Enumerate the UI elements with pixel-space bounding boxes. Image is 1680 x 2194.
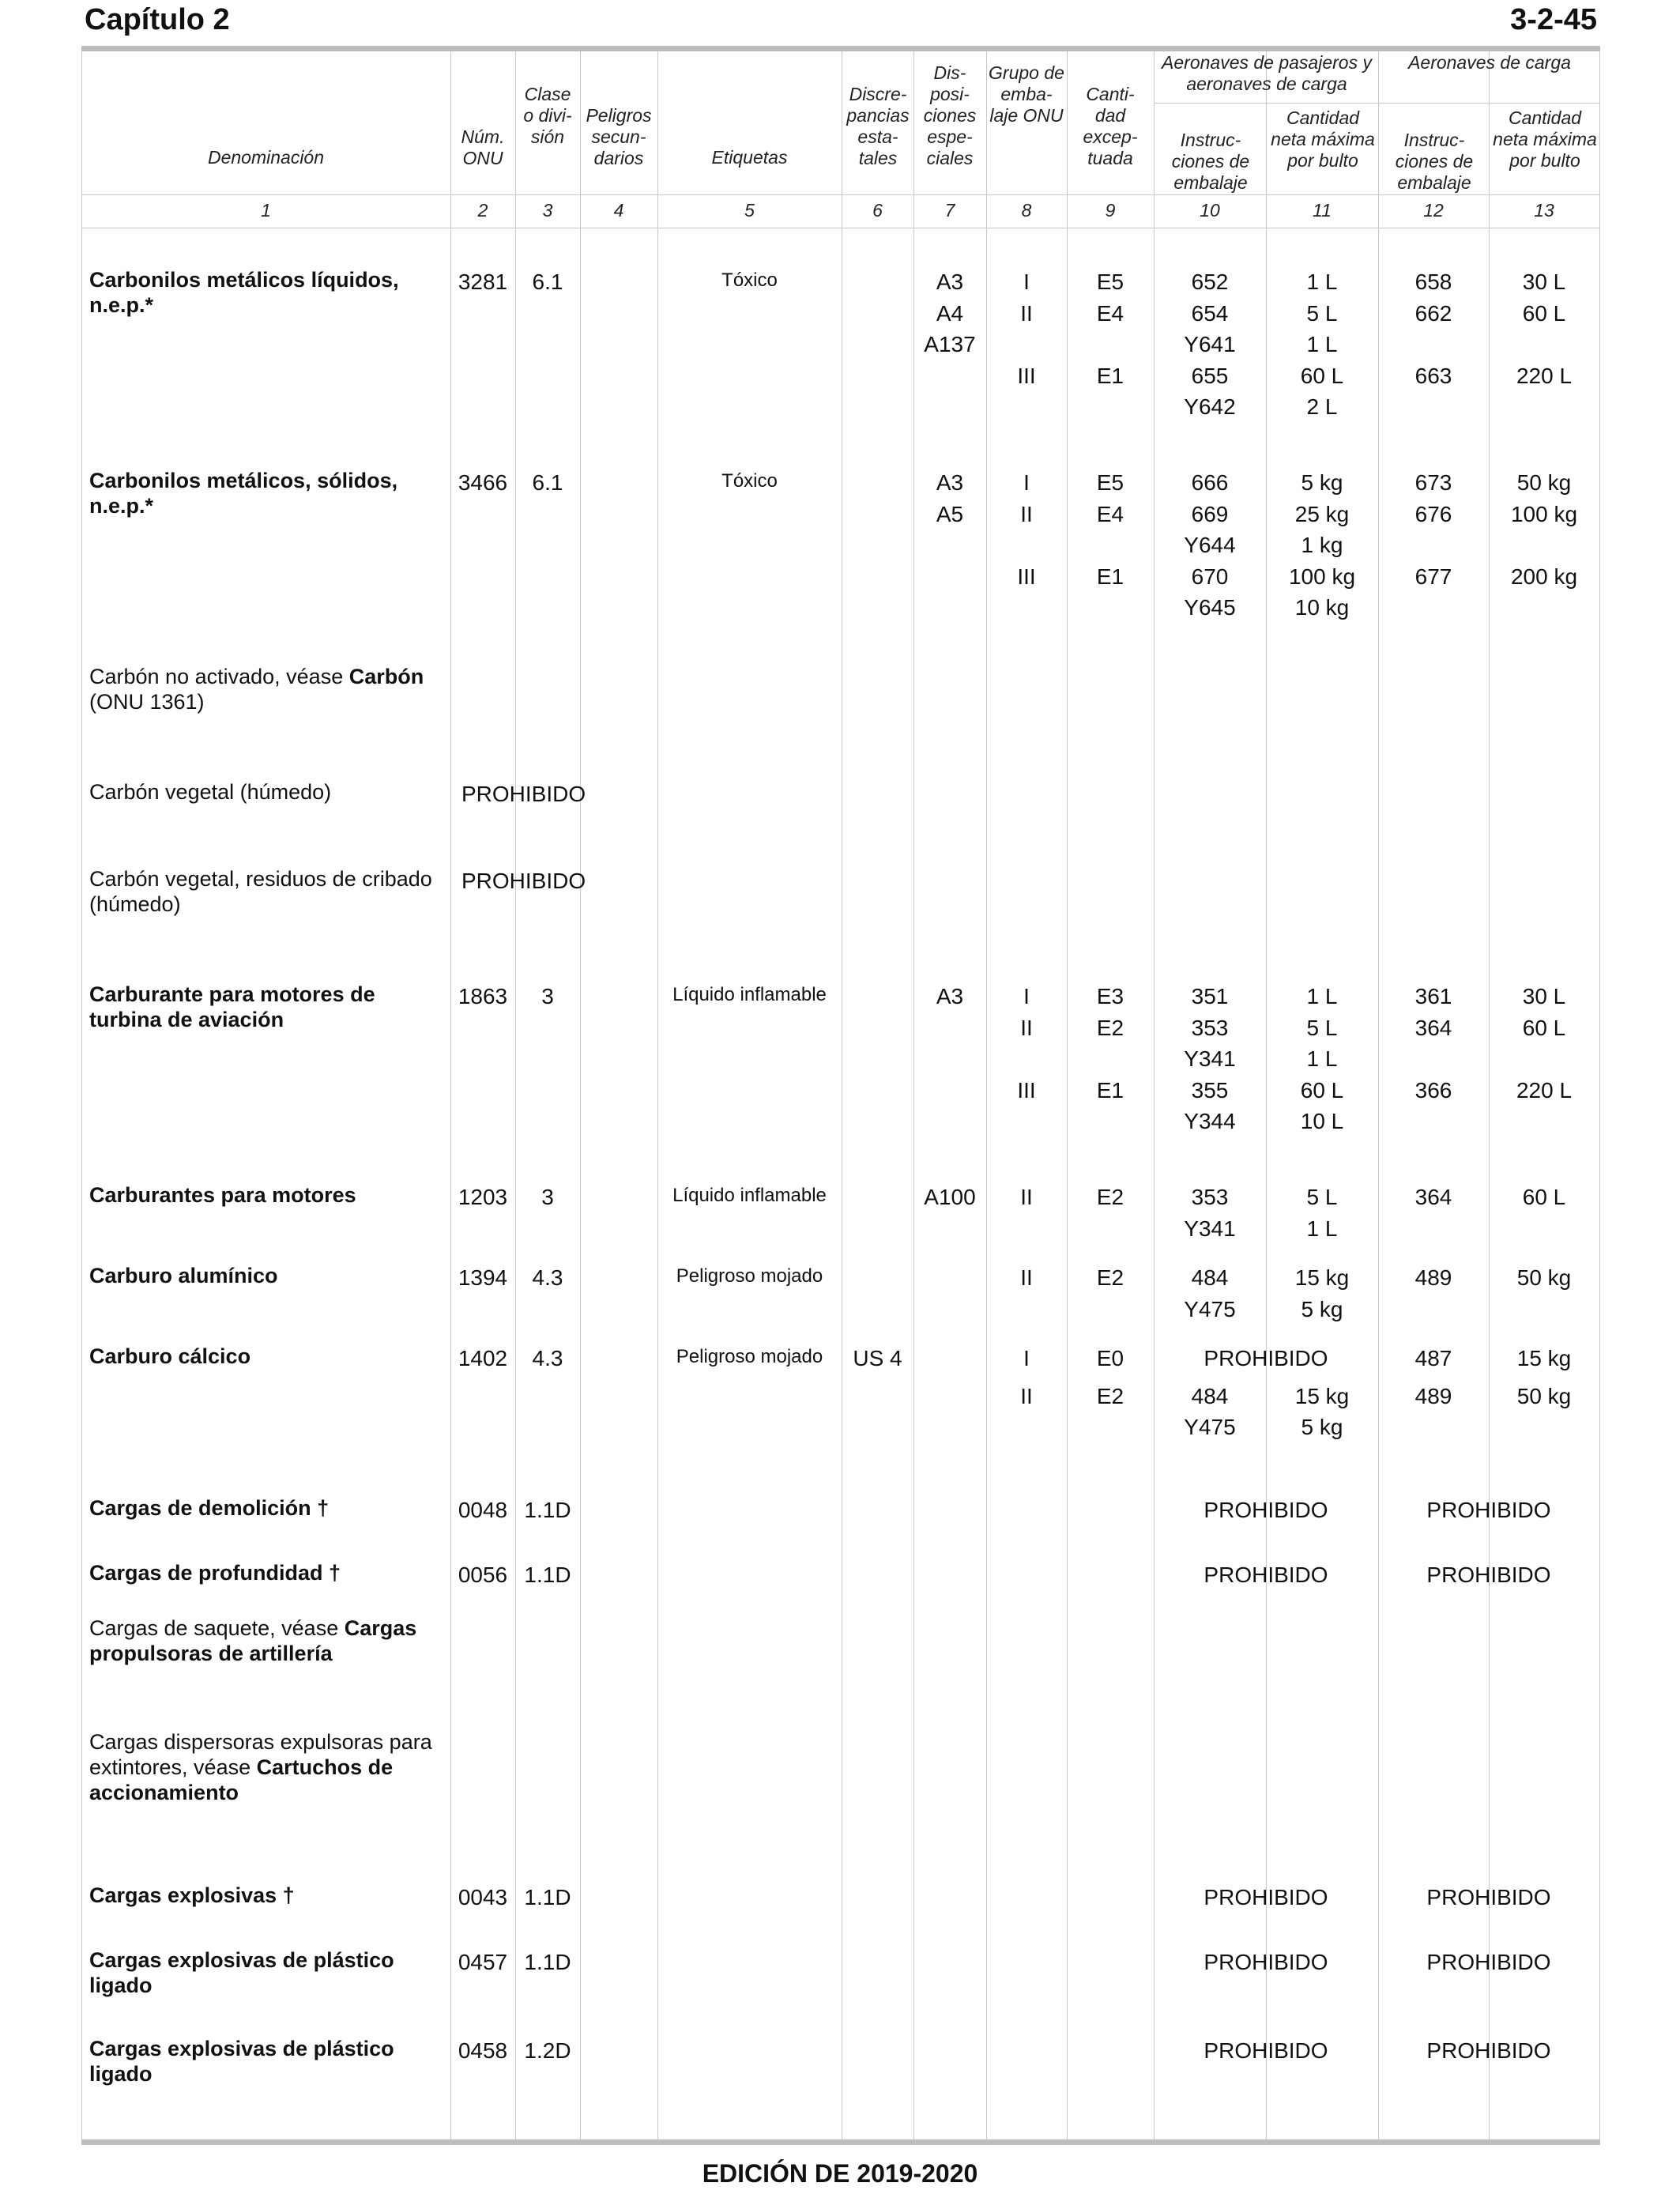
cargo-packing-instruction: 487 [1414, 1346, 1452, 1370]
substance-name-part: Cargas de saquete, véase [89, 1616, 345, 1640]
un-number: 0056 [458, 1563, 508, 1587]
substance-name-part: Carbón vegetal, residuos de cribado (húmedo) [89, 867, 432, 916]
page-number: 3-2-45 [1510, 3, 1597, 36]
substance-name-part: Carbón vegetal (húmedo) [89, 780, 332, 804]
pax-max-quantity: 1 L [1306, 270, 1338, 294]
pax-max-quantity: 1 L [1306, 984, 1338, 1008]
pax-packing-instruction: 355 [1191, 1077, 1229, 1103]
substance-name-part: Cargas propulsoras de artillería [89, 1616, 417, 1665]
cargo-max-quantity: 15 kg [1516, 1346, 1572, 1370]
col-header-peligros: Peligros secun- darios [586, 105, 652, 168]
cargo-max-quantity: 60 L [1522, 300, 1566, 326]
col-number: 6 [872, 200, 883, 221]
substance-name [89, 1344, 453, 1369]
substance-name [89, 267, 453, 318]
pax-packing-instruction: 669 [1191, 501, 1229, 526]
excepted-quantity: E0 [1096, 1346, 1124, 1370]
col-number: 1 [261, 200, 271, 221]
substance-name [89, 1560, 453, 1585]
cargo-packing-instruction: 366 [1414, 1077, 1452, 1103]
cargo-packing-instruction: 673 [1414, 470, 1452, 495]
label-text: Peligroso mojado [676, 1265, 823, 1287]
packing-group: I [1023, 270, 1030, 294]
un-number: 0043 [458, 1885, 508, 1909]
cargo-prohibited: PROHIBIDO [1426, 1563, 1551, 1587]
cargo-max-quantity: 60 L [1522, 1015, 1566, 1040]
un-number: 0457 [458, 1950, 508, 1974]
cargo-packing-instruction: 662 [1414, 300, 1452, 326]
col-header-pax-qty: Cantidad neta máxima por bulto [1271, 107, 1375, 171]
pax-packing-instruction: Y344 [1184, 1109, 1236, 1133]
chapter-title: Capítulo 2 [85, 3, 230, 36]
col-number: 9 [1105, 200, 1116, 221]
col-number: 7 [944, 200, 955, 221]
cargo-max-quantity: 200 kg [1510, 564, 1578, 589]
label-text: Líquido inflamable [672, 1185, 827, 1206]
pax-prohibited: PROHIBIDO [1203, 1950, 1328, 1974]
cargo-packing-instruction: 489 [1414, 1265, 1452, 1290]
col-number: 13 [1534, 200, 1554, 221]
grid-line [81, 51, 82, 2139]
excepted-quantity: E3 [1096, 984, 1124, 1008]
pax-packing-instruction: 484 [1191, 1383, 1229, 1408]
excepted-quantity: E5 [1096, 270, 1124, 294]
special-provision: A3 [936, 470, 964, 495]
special-provision: A3 [936, 270, 964, 294]
packing-group: II [1020, 1265, 1033, 1290]
col-header-cargo-group: Aeronaves de carga [1408, 52, 1571, 73]
pax-max-quantity: 5 L [1306, 300, 1338, 326]
packing-group: II [1020, 300, 1033, 326]
substance-name-part: Carbonilos metálicos líquidos, n.e.p.* [89, 268, 399, 317]
excepted-quantity: E2 [1096, 1265, 1124, 1290]
top-rule [81, 46, 1600, 51]
substance-name [89, 1883, 453, 1908]
substance-name [89, 1729, 453, 1805]
substance-name-part: Carburo cálcico [89, 1344, 251, 1368]
special-provision: A4 [936, 300, 964, 326]
col-number: 8 [1021, 200, 1032, 221]
un-number: 1402 [458, 1346, 508, 1370]
un-number: 0458 [458, 2038, 508, 2063]
col-header-discrepancias: Discre- pancias esta- tales [846, 84, 910, 168]
pax-packing-instruction: Y341 [1184, 1046, 1236, 1071]
cargo-max-quantity: 30 L [1522, 270, 1566, 294]
pax-max-quantity: 25 kg [1294, 501, 1350, 526]
packing-group: I [1023, 984, 1030, 1008]
col-header-etiquetas: Etiquetas [711, 147, 788, 168]
cargo-prohibited: PROHIBIDO [1426, 2038, 1551, 2063]
cargo-packing-instruction: 361 [1414, 984, 1452, 1008]
packing-group: I [1023, 470, 1030, 495]
un-number: 1863 [458, 984, 508, 1008]
substance-name-part: (ONU 1361) [89, 690, 205, 714]
cargo-max-quantity: 50 kg [1516, 470, 1572, 495]
pax-max-quantity: 10 L [1300, 1109, 1344, 1133]
pax-max-quantity: 1 L [1306, 1046, 1338, 1071]
packing-group: III [1017, 363, 1036, 388]
un-number: 3281 [458, 270, 508, 294]
substance-name-part: Cargas explosivas de plástico ligado [89, 1948, 394, 1997]
hazard-class: 1.1D [524, 1885, 571, 1909]
hazard-class: 4.3 [532, 1346, 563, 1370]
excepted-quantity: E1 [1096, 363, 1124, 388]
cargo-packing-instruction: 658 [1414, 270, 1452, 294]
pax-prohibited: PROHIBIDO [1203, 1885, 1328, 1909]
pax-packing-instruction: 484 [1191, 1265, 1229, 1290]
col-header-grupo: Grupo de emba- laje ONU [989, 62, 1064, 126]
pax-max-quantity: 1 L [1306, 332, 1338, 356]
substance-name [89, 1263, 453, 1288]
label-text: Tóxico [721, 270, 778, 291]
col-number: 12 [1423, 200, 1444, 221]
col-number: 11 [1313, 200, 1332, 221]
excepted-quantity: E2 [1096, 1185, 1124, 1209]
grid-line [515, 51, 516, 2139]
pax-max-quantity: 5 kg [1301, 470, 1343, 495]
substance-name-part: Cargas explosivas de plástico ligado [89, 2037, 394, 2086]
substance-name [89, 664, 453, 714]
special-provision: A3 [936, 984, 964, 1008]
packing-group: II [1020, 1383, 1033, 1408]
substance-name [89, 779, 453, 805]
col-number: 4 [613, 200, 624, 221]
special-provision: A137 [924, 332, 976, 356]
hazard-class: 1.1D [524, 1498, 571, 1522]
grid-line [657, 51, 658, 2139]
label-text: Líquido inflamable [672, 984, 827, 1005]
pax-max-quantity: 2 L [1306, 394, 1338, 419]
excepted-quantity: E2 [1096, 1383, 1124, 1408]
bottom-rule [81, 2139, 1600, 2145]
pax-packing-instruction: 654 [1191, 300, 1229, 326]
substance-name-part: Carbón no activado, véase [89, 665, 349, 688]
pax-packing-instruction: Y642 [1184, 394, 1236, 419]
pax-max-quantity: 15 kg [1294, 1265, 1350, 1290]
excepted-quantity: E1 [1096, 1077, 1124, 1103]
un-number: 0048 [458, 1498, 508, 1522]
excepted-quantity: E4 [1096, 501, 1124, 526]
cargo-packing-instruction: 663 [1414, 363, 1452, 388]
pax-prohibited: PROHIBIDO [1203, 1498, 1328, 1522]
pax-max-quantity: 10 kg [1294, 595, 1350, 620]
col-header-cantidad: Canti- dad excep- tuada [1083, 84, 1138, 168]
cargo-max-quantity: 30 L [1522, 984, 1566, 1008]
special-provision: A100 [924, 1185, 976, 1209]
grid-line [1599, 51, 1600, 2139]
substance-name [89, 468, 453, 518]
packing-group: II [1020, 1015, 1033, 1040]
col-header-clase: Clase o divi- sión [523, 84, 572, 147]
hazard-class: 1.1D [524, 1950, 571, 1974]
col-number: 10 [1200, 200, 1220, 221]
substance-name-part: Cartuchos de accionamiento [89, 1755, 394, 1804]
grid-line [450, 51, 451, 2139]
edition-footer: EDICIÓN DE 2019-2020 [702, 2159, 978, 2188]
substance-name [89, 1182, 453, 1208]
hazard-class: 3 [541, 1185, 554, 1209]
substance-name-part: Carburante para motores de turbina de aviación [89, 982, 375, 1031]
pax-packing-instruction: 351 [1191, 984, 1229, 1008]
pax-packing-instruction: 655 [1191, 363, 1229, 388]
substance-name [89, 1947, 453, 1998]
col-header-pax-group: Aeronaves de pasajeros y aeronaves de carga [1162, 52, 1372, 94]
packing-group: III [1017, 1077, 1036, 1103]
pax-prohibited: PROHIBIDO [1203, 1346, 1328, 1370]
pax-max-quantity: 100 kg [1288, 564, 1356, 589]
pax-max-quantity: 60 L [1300, 1077, 1344, 1103]
substance-name-part: Carbón [348, 665, 424, 688]
pax-packing-instruction: Y645 [1184, 595, 1236, 620]
pax-max-quantity: 5 L [1306, 1185, 1338, 1209]
cargo-max-quantity: 220 L [1516, 1077, 1573, 1103]
col-header-disposiciones: Dis- posi- ciones espe- ciales [923, 62, 977, 168]
cargo-prohibited: PROHIBIDO [1426, 1498, 1551, 1522]
header-group-rule [1154, 103, 1599, 104]
pax-packing-instruction: Y641 [1184, 332, 1236, 356]
hazard-class: 4.3 [532, 1265, 563, 1290]
substance-name-part: Cargas dispersoras expulsoras para extintores, véase [89, 1730, 432, 1779]
pax-max-quantity: 15 kg [1294, 1383, 1350, 1408]
cargo-prohibited: PROHIBIDO [1426, 1885, 1551, 1909]
cargo-max-quantity: 50 kg [1516, 1383, 1572, 1408]
pax-max-quantity: 5 L [1306, 1015, 1338, 1040]
cargo-prohibited: PROHIBIDO [1426, 1950, 1551, 1974]
col-header-pax-instr: Instruc- ciones de embalaje [1171, 130, 1250, 193]
pax-prohibited: PROHIBIDO [1203, 1563, 1328, 1587]
prohibited-text: PROHIBIDO [461, 869, 586, 893]
col-header-num-onu: Núm. ONU [461, 126, 505, 168]
substance-name [89, 2036, 453, 2087]
cargo-max-quantity: 100 kg [1510, 501, 1578, 526]
pax-packing-instruction: 353 [1191, 1015, 1229, 1040]
packing-group: II [1020, 1185, 1033, 1209]
col-header-denominacion: Denominación [207, 147, 325, 168]
hazard-class: 6.1 [532, 470, 563, 495]
packing-group: II [1020, 501, 1033, 526]
grid-line [913, 51, 914, 2139]
cargo-max-quantity: 60 L [1522, 1185, 1566, 1209]
excepted-quantity: E2 [1096, 1015, 1124, 1040]
substance-name [89, 1615, 453, 1666]
pax-prohibited: PROHIBIDO [1203, 2038, 1328, 2063]
substance-name [89, 1495, 453, 1521]
excepted-quantity: E4 [1096, 300, 1124, 326]
col-number: 2 [477, 200, 488, 221]
pax-packing-instruction: 666 [1191, 470, 1229, 495]
cargo-max-quantity: 50 kg [1516, 1265, 1572, 1290]
pax-packing-instruction: 670 [1191, 564, 1229, 589]
un-number: 1203 [458, 1185, 508, 1209]
pax-max-quantity: 5 kg [1301, 1415, 1343, 1439]
substance-name-part: Cargas de profundidad † [89, 1561, 341, 1585]
pax-packing-instruction: Y475 [1184, 1296, 1236, 1321]
substance-name-part: Cargas explosivas † [89, 1883, 295, 1907]
cargo-packing-instruction: 676 [1414, 501, 1452, 526]
pax-max-quantity: 1 L [1306, 1216, 1338, 1241]
pax-max-quantity: 5 kg [1301, 1296, 1343, 1321]
cargo-packing-instruction: 364 [1414, 1185, 1452, 1209]
grid-line [580, 51, 581, 2139]
hazard-class: 3 [541, 984, 554, 1008]
pax-packing-instruction: 652 [1191, 270, 1229, 294]
substance-name-part: Carbonilos metálicos, sólidos, n.e.p.* [89, 469, 398, 518]
hazard-class: 6.1 [532, 270, 563, 294]
cargo-packing-instruction: 677 [1414, 564, 1452, 589]
col-header-cargo-instr: Instruc- ciones de embalaje [1395, 130, 1474, 193]
substance-name [89, 866, 453, 917]
packing-group: III [1017, 564, 1036, 589]
substance-name-part: Carburo alumínico [89, 1264, 278, 1287]
cargo-packing-instruction: 364 [1414, 1015, 1452, 1040]
col-number: 3 [542, 200, 553, 221]
special-provision: A5 [936, 501, 964, 526]
label-text: Peligroso mojado [676, 1346, 823, 1367]
prohibited-text: PROHIBIDO [461, 782, 586, 806]
excepted-quantity: E5 [1096, 470, 1124, 495]
substance-name [89, 982, 453, 1032]
substance-name-part: Carburantes para motores [89, 1183, 356, 1207]
excepted-quantity: E1 [1096, 564, 1124, 589]
col-header-cargo-qty: Cantidad neta máxima por bulto [1493, 107, 1597, 171]
un-number: 1394 [458, 1265, 508, 1290]
col-number: 5 [744, 200, 755, 221]
cargo-packing-instruction: 489 [1414, 1383, 1452, 1408]
pax-max-quantity: 60 L [1300, 363, 1344, 388]
pax-packing-instruction: Y475 [1184, 1415, 1236, 1439]
hazard-class: 1.1D [524, 1563, 571, 1587]
pax-packing-instruction: Y341 [1184, 1216, 1236, 1241]
label-text: Tóxico [721, 470, 778, 492]
hazard-class: 1.2D [524, 2038, 571, 2063]
substance-name-part: Cargas de demolición † [89, 1496, 330, 1520]
cargo-max-quantity: 220 L [1516, 363, 1573, 388]
pax-packing-instruction: 353 [1191, 1185, 1229, 1209]
header-rule [81, 194, 1600, 195]
packing-group: I [1023, 1346, 1030, 1370]
pax-max-quantity: 1 kg [1301, 533, 1343, 557]
pax-packing-instruction: Y644 [1184, 533, 1236, 557]
state-variation: US 4 [853, 1346, 902, 1370]
un-number: 3466 [458, 470, 508, 495]
